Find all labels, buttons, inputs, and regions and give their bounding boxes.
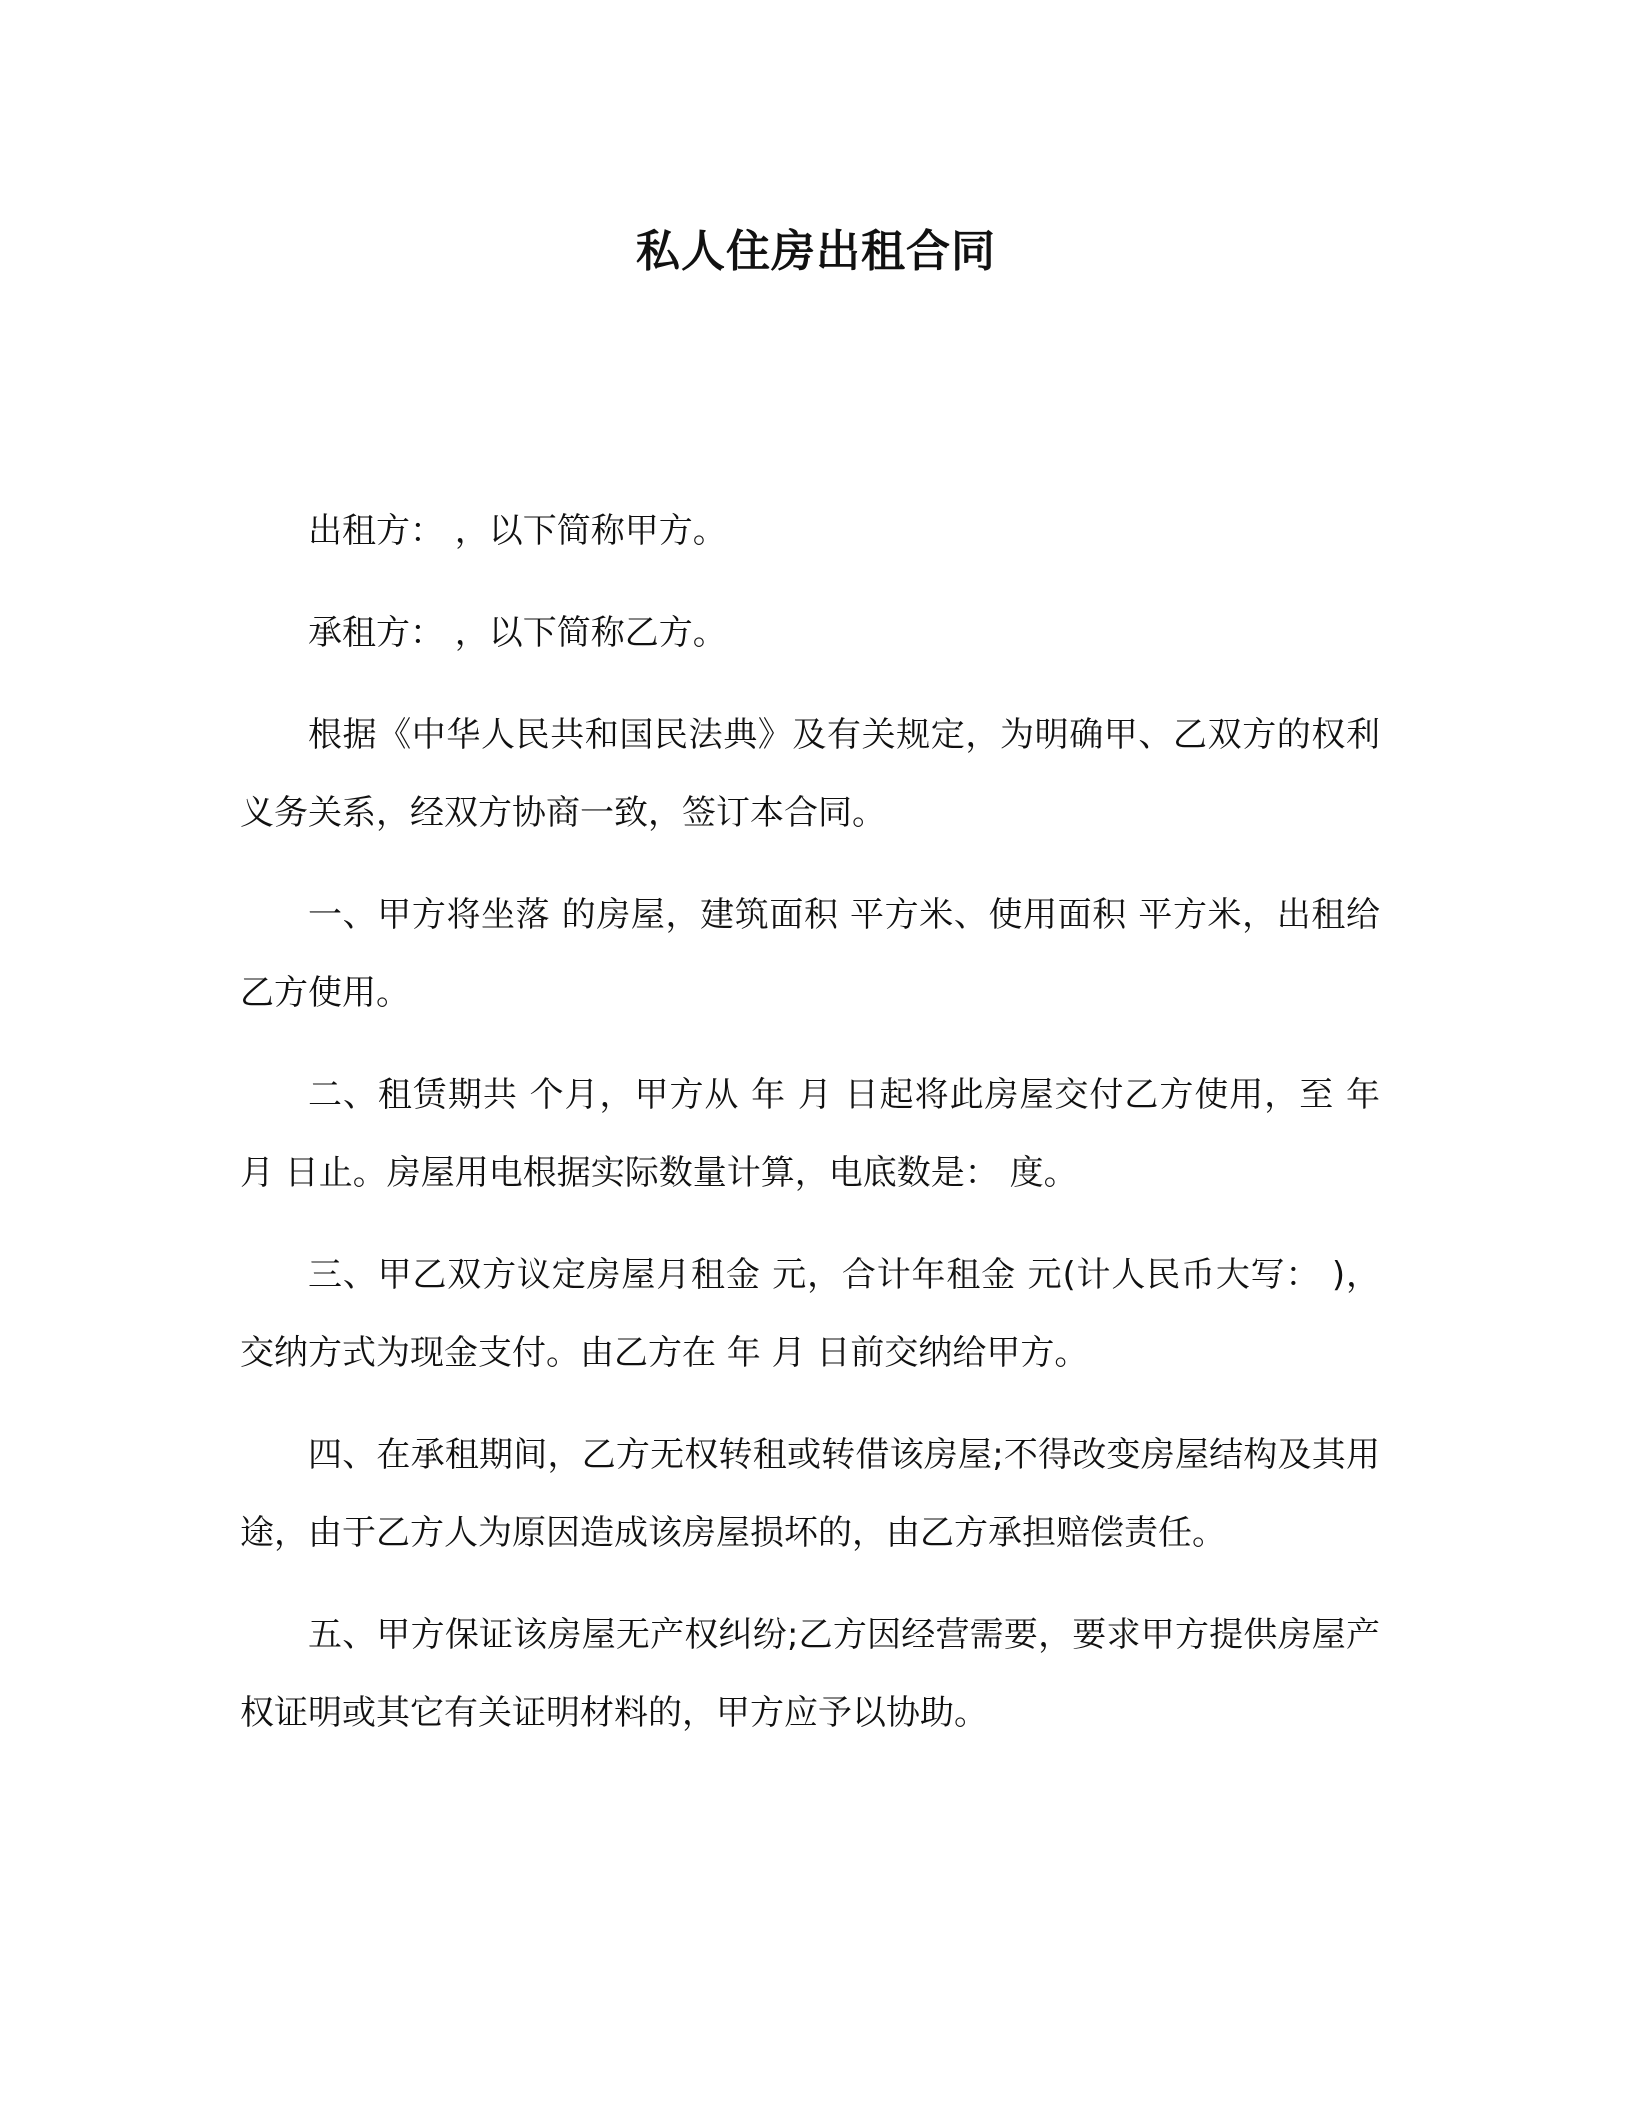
paragraph-clause-3: 三、甲乙双方议定房屋月租金 元，合计年租金 元(计人民币大写： )，交纳方式为现金支付。由乙方在 年 月 日前交纳给甲方。 (240, 1255, 1380, 1373)
document-title: 私人住房出租合同 (636, 226, 996, 277)
paragraph-preamble: 根据《中华人民共和国民法典》及有关规定，为明确甲、乙双方的权利义务关系，经双方协商一致，签订本合同。 (240, 715, 1380, 833)
paragraph-clause-2: 二、租赁期共 个月，甲方从 年 月 日起将此房屋交付乙方使用，至 年 月 日止。房屋用电根据实际数量计算，电底数是： 度。 (240, 1075, 1380, 1193)
paragraph-clause-4: 四、在承租期间，乙方无权转租或转借该房屋;不得改变房屋结构及其用途，由于乙方人为原因造成该房屋损坏的，由乙方承担赔偿责任。 (240, 1435, 1380, 1553)
paragraph-clause-5: 五、甲方保证该房屋无产权纠纷;乙方因经营需要，要求甲方提供房屋产权证明或其它有关证明材料的，甲方应予以协助。 (240, 1615, 1380, 1733)
paragraph-clause-1: 一、甲方将坐落 的房屋，建筑面积 平方米、使用面积 平方米，出租给乙方使用。 (240, 895, 1380, 1013)
paragraph-lessee: 承租方： ，以下简称乙方。 (308, 613, 727, 653)
paragraph-lessor: 出租方： ，以下简称甲方。 (308, 511, 727, 551)
document-body (240, 492, 1380, 1752)
